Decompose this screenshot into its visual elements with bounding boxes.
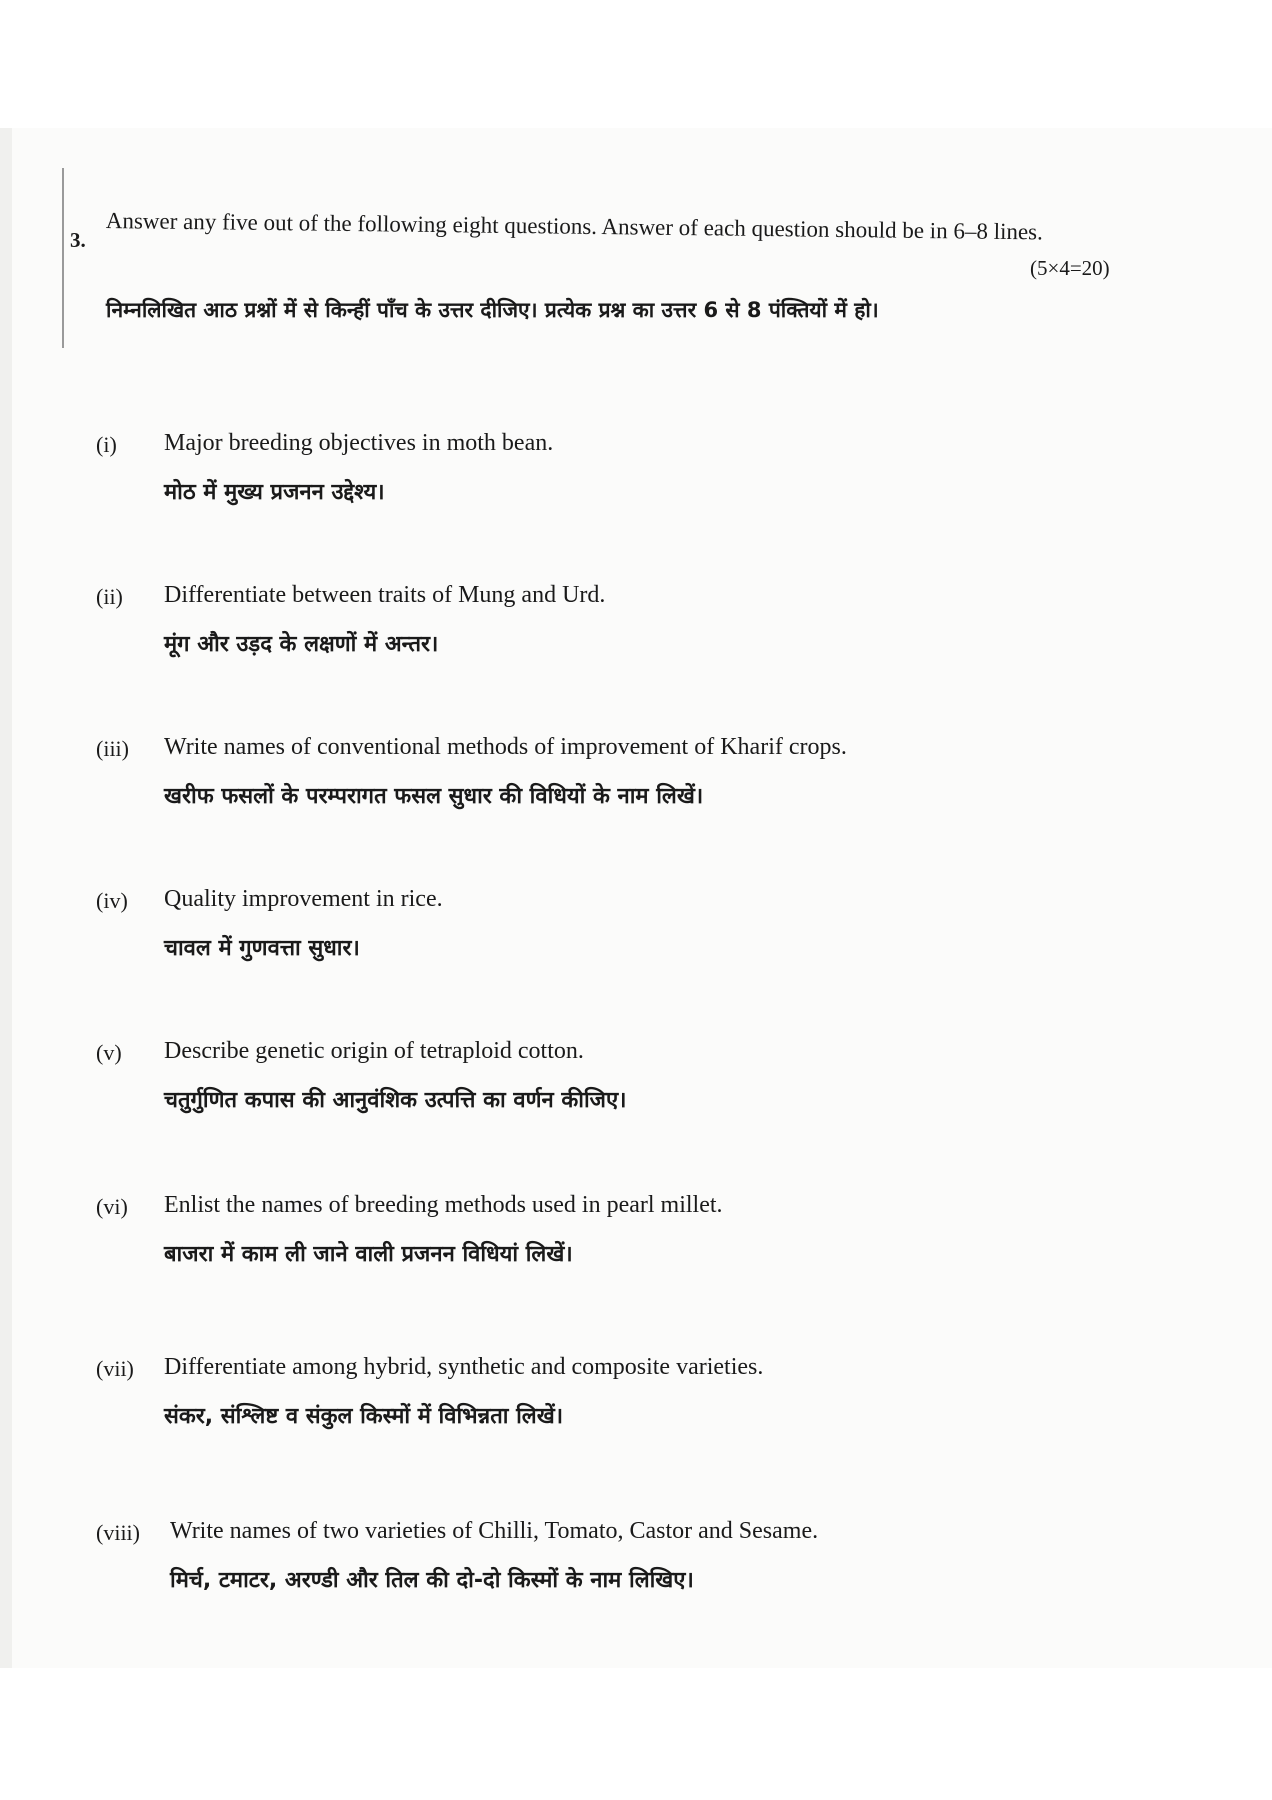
- marks-allocation: (5×4=20): [1030, 256, 1110, 280]
- sub-question-numeral: (vii): [96, 1356, 134, 1381]
- sub-question-numeral: (iii): [96, 736, 129, 761]
- sub-question-english: Quality improvement in rice.: [164, 886, 443, 912]
- sub-question-english: Major breeding objectives in moth bean.: [164, 430, 554, 456]
- sub-question-numeral: (i): [96, 432, 117, 457]
- instruction-english: Answer any five out of the following eight questions. Answer of each question should be in 6–8 lines.: [105, 207, 1043, 245]
- sub-question-hindi: खरीफ फसलों के परम्परागत फसल सुधार की विधियों के नाम लिखें।: [164, 784, 704, 809]
- sub-question-hindi: बाजरा में काम ली जाने वाली प्रजनन विधियां लिखें।: [164, 1242, 573, 1267]
- sub-question-hindi: मूंग और उड़द के लक्षणों में अन्तर।: [164, 632, 439, 657]
- sub-question-numeral: (ii): [96, 584, 123, 609]
- scan-border-top: [0, 0, 1272, 128]
- sub-question-hindi: संकर, संश्लिष्ट व संकुल किस्मों में विभिन्नता लिखें।: [164, 1404, 564, 1429]
- instruction-hindi: निम्नलिखित आठ प्रश्नों में से किन्हीं पाँच के उत्तर दीजिए। प्रत्येक प्रश्न का उत्तर 6 से 8 पंक्तियों में हो।: [106, 298, 879, 322]
- scan-border-bottom: [0, 1668, 1272, 1800]
- sub-question-english: Write names of two varieties of Chilli, Tomato, Castor and Sesame.: [170, 1518, 819, 1544]
- sub-question-numeral: (v): [96, 1040, 122, 1065]
- sub-question-english: Describe genetic origin of tetraploid cotton.: [164, 1038, 584, 1064]
- sub-question-hindi: चतुर्गुणित कपास की आनुवंशिक उत्पत्ति का वर्णन कीजिए।: [164, 1088, 627, 1113]
- sub-question-numeral: (iv): [96, 888, 128, 913]
- question-number: 3.: [70, 228, 86, 252]
- sub-question-numeral: (viii): [96, 1520, 140, 1545]
- sub-question-hindi: मिर्च, टमाटर, अरण्डी और तिल की दो-दो किस्मों के नाम लिखिए।: [170, 1568, 694, 1593]
- sub-question-hindi: मोठ में मुख्य प्रजनन उद्देश्य।: [164, 480, 385, 505]
- sub-question-english: Differentiate between traits of Mung and Urd.: [164, 582, 606, 608]
- sub-question-english: Differentiate among hybrid, synthetic and composite varieties.: [164, 1354, 764, 1380]
- margin-line: [62, 168, 64, 348]
- sub-question-hindi: चावल में गुणवत्ता सुधार।: [164, 936, 360, 961]
- sub-question-english: Enlist the names of breeding methods used in pearl millet.: [164, 1192, 723, 1218]
- sub-question-english: Write names of conventional methods of improvement of Kharif crops.: [164, 734, 847, 760]
- sub-question-numeral: (vi): [96, 1194, 128, 1219]
- scan-border-left: [0, 128, 12, 1668]
